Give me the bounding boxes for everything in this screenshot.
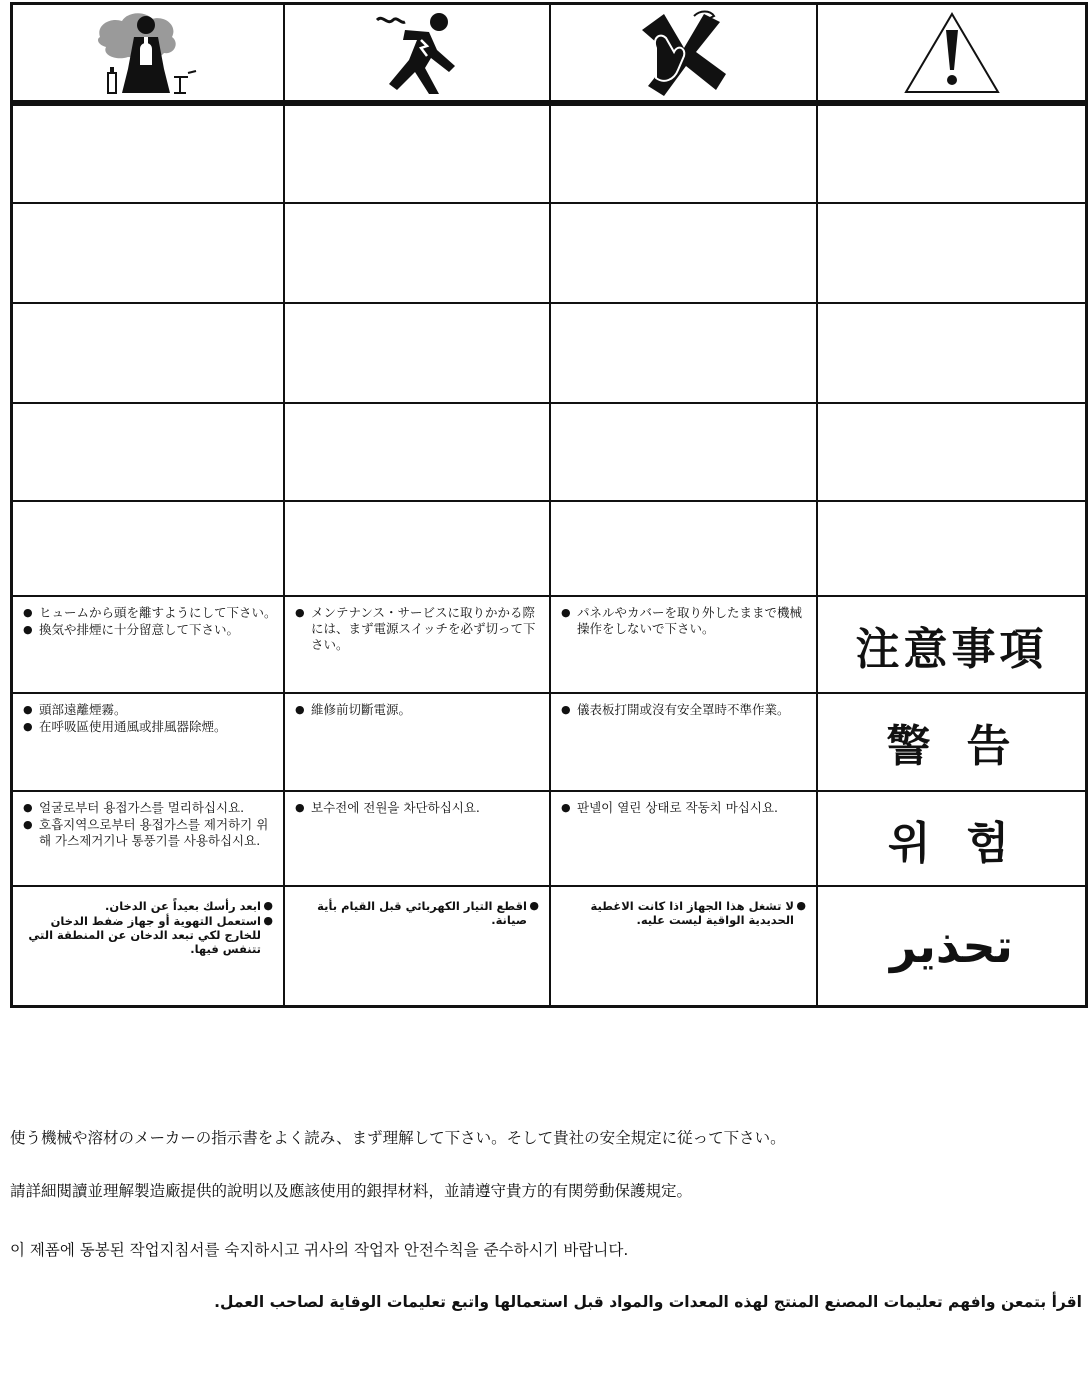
empty-cell [818, 204, 1085, 304]
empty-cell [13, 204, 285, 304]
empty-cell [818, 106, 1085, 204]
fumes-note: ● ابعد رأسك بعيداً عن الدخان. [21, 899, 273, 913]
panel-note: ● 판넬이 열린 상태로 작동치 마십시요. [561, 800, 810, 816]
footer-zh: 請詳細閱讀並理解製造廠提供的說明以及應該使用的銀捍材料，並請遵守貴方的有関勞動保護規定。 [10, 1182, 693, 1200]
empty-cell [285, 204, 551, 304]
fumes-note: ● 호흡지역으로부터 용접가스를 제거하기 위해 가스제거기나 통풍기를 사용하십시요. [23, 817, 277, 849]
panel-note: ● لا تشغل هذا الجهاز اذا كانت الاغطية الحديدية الواقية ليست عليه. [559, 899, 806, 927]
fumes-note: ● 換気や排煙に十分留意して下さい。 [23, 622, 277, 638]
electric-note: ● 보수전에 전원을 차단하십시요. [295, 800, 543, 816]
warning-label-ja: 注意事項 [818, 597, 1085, 694]
electric-note: ● メンテナンス・サービスに取りかかる際には、まず電源スイッチを必ず切って下さい。 [295, 605, 543, 653]
fumes-note: ● 頭部遠離煙霧。 [23, 702, 277, 718]
safety-table [10, 2, 1088, 1008]
header-cell-fumes [13, 5, 285, 106]
empty-cell [551, 502, 818, 597]
panel-cell-ko [551, 792, 818, 887]
fumes-cell-zh [13, 694, 285, 792]
fumes-cell-ar [13, 887, 285, 1005]
panel-cell-zh [551, 694, 818, 792]
warning-label-zh: 警告 [818, 694, 1085, 792]
empty-cell [13, 304, 285, 404]
panel-cell-ja [551, 597, 818, 694]
empty-cell [13, 404, 285, 502]
empty-cell [818, 404, 1085, 502]
electric-note: ● اقطع التيار الكهربائي قبل القيام بأية صيانة. [293, 899, 539, 927]
warning-label-ko: 위험 [818, 792, 1085, 887]
fumes-note: ● استعمل التهوية أو جهاز ضفط الدخان للخارج لكي تبعد الدخان عن المنطقة التي تتنفس فيها. [21, 914, 273, 956]
fumes-cell-ja [13, 597, 285, 694]
empty-cell [285, 304, 551, 404]
electric-cell-ar [285, 887, 551, 1005]
empty-cell [13, 106, 285, 204]
empty-cell [13, 502, 285, 597]
warning-label-ar: تحذير [890, 919, 1013, 973]
footer-ja: 使う機械や溶材のメーカーの指示書をよく読み、まず理解して下さい。そして貴社の安全規定に従って下さい。 [10, 1129, 786, 1147]
electric-cell-ja [285, 597, 551, 694]
empty-cell [818, 502, 1085, 597]
panel-cell-ar [551, 887, 818, 1005]
fumes-note: ● ヒュームから頭を離すようにして下さい。 [23, 605, 277, 621]
empty-cell [551, 106, 818, 204]
empty-cell [551, 304, 818, 404]
empty-cell [285, 106, 551, 204]
moving-parts-hand-icon [634, 8, 734, 98]
electric-shock-icon [367, 10, 467, 96]
header-cell-moving-parts [551, 5, 818, 106]
electric-cell-ko [285, 792, 551, 887]
header-cell-electric [285, 5, 551, 106]
panel-note: ● 儀表板打開或沒有安全罩時不準作業。 [561, 702, 810, 718]
empty-cell [285, 404, 551, 502]
empty-cell [285, 502, 551, 597]
footer-ar: اقرأ بتمعن وافهم تعليمات المصنع المنتج لهذه المعدات والمواد قبل استعمالها واتبع تعليمات الوقاية لصاحب العمل. [214, 1293, 1082, 1311]
fumes-cell-ko [13, 792, 285, 887]
fumes-note: ● 在呼吸區使用通風或排風器除煙。 [23, 719, 277, 735]
warning-triangle-icon [902, 10, 1002, 96]
empty-cell [551, 204, 818, 304]
electric-cell-zh [285, 694, 551, 792]
footer-ko: 이 제폼에 동봉된 작업지침서를 숙지하시고 귀사의 작업자 안전수칙을 준수하시기 바랍니다. [10, 1241, 629, 1259]
panel-note: ● パネルやカバーを取り外したままで機械操作をしないで下さい。 [561, 605, 810, 637]
empty-cell [818, 304, 1085, 404]
fumes-note: ● 얼굴로부터 용접가스를 멀리하십시요. [23, 800, 277, 816]
electric-note: ● 維修前切斷電源。 [295, 702, 543, 718]
fumes-gas-icon [88, 7, 208, 99]
header-cell-warning [818, 5, 1085, 106]
empty-cell [551, 404, 818, 502]
